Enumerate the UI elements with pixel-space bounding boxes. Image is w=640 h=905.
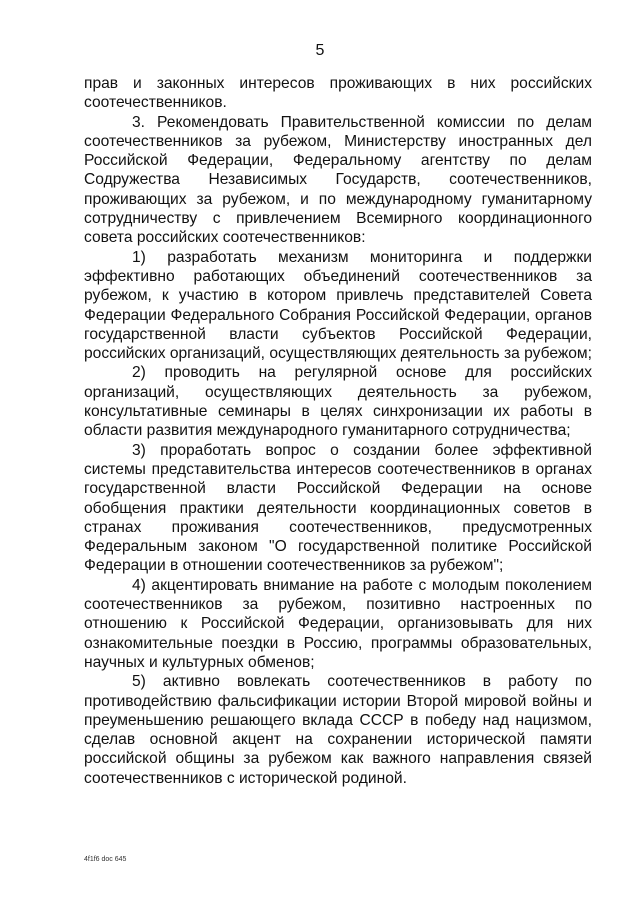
list-item-3: 3) проработать вопрос о создании более эффективной системы представительства интересов соотечественников в органах государственной власти Российской Федерации на основе обобщения практики деятельности координационных советов в странах проживания соотечественников, предусмотренных Федеральным законом "О государственной политике Российской Федерации в отношении соотечественников за рубежом"; xyxy=(84,441,592,575)
document-body xyxy=(84,74,592,788)
paragraph-continuation: прав и законных интересов проживающих в них российских соотечественников. xyxy=(84,75,592,112)
list-item-1: 1) разработать механизм мониторинга и поддержки эффективно работающих объединений соотечественников за рубежом, к участию в котором привлечь представителей Совета Федерации Федерального Собрания Российской Федерации, органов государственной власти субъектов Российской Федерации, российских организаций, осуществляющих деятельность за рубежом; xyxy=(84,248,592,363)
paragraph-recommendation-3: 3. Рекомендовать Правительственной комиссии по делам соотечественников за рубежом, Министерству иностранных дел Российской Федерации, Федеральному агентству по делам Содружества Независимых Государств, соотечественников, проживающих за рубежом, и по международному гуманитарному сотрудничеству с привлечением Всемирного координационного совета российских соотечественников: xyxy=(84,113,592,247)
page-number: 5 xyxy=(315,42,325,59)
list-item-4: 4) акцентировать внимание на работе с молодым поколением соотечественников за рубежом, позитивно настроенных по отношению к Российской Федерации, организовывать для них ознакомительные поездки в Россию, программы образовательных, научных и культурных обменов; xyxy=(84,576,592,671)
list-item-2: 2) проводить на регулярной основе для российских организаций, осуществляющих деятельность за рубежом, консультативные семинары в целях синхронизации их работы в области развития международного гуманитарного сотрудничества; xyxy=(84,364,592,440)
footer-code: 4f1f6 doc 645 xyxy=(84,856,127,863)
list-item-5: 5) активно вовлекать соотечественников в работу по противодействию фальсификации истории Второй мировой войны и преуменьшению решающего вклада СССР в победу над нацизмом, сделав основной акцент на сохранении исторической памяти российской общины за рубежом как важного направления связей соотечественников с исторической родиной. xyxy=(84,673,592,787)
